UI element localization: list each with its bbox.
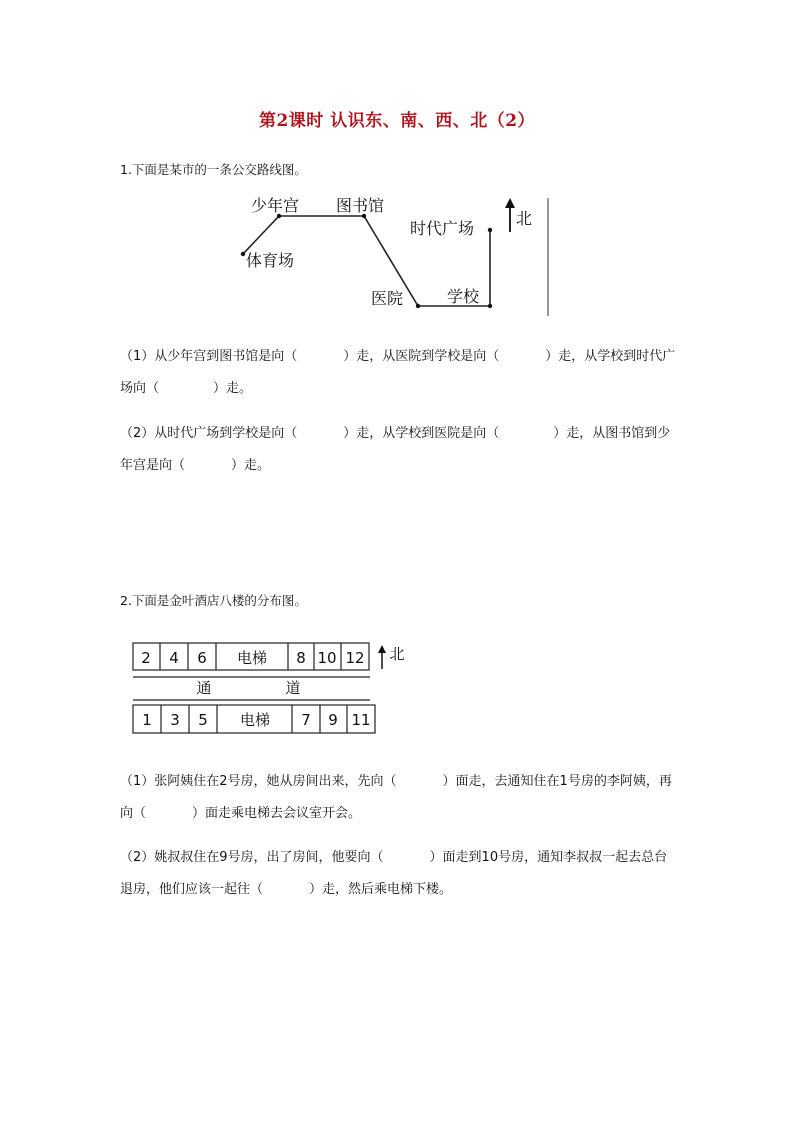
- room-number: 8: [296, 649, 306, 667]
- room-number: 6: [197, 649, 207, 667]
- room-number: 5: [198, 711, 208, 729]
- question-1-part-1: （1）从少年宫到图书馆是向（ ）走，从医院到学校是向（ ）走，从学校到时代广场向（ ）走。: [120, 349, 676, 396]
- room-number: 12: [345, 649, 365, 667]
- stop-label: 体育场: [246, 251, 295, 270]
- room-number: 3: [170, 711, 180, 729]
- stop-label: 时代广场: [410, 219, 475, 238]
- room-number: 4: [169, 649, 179, 667]
- question-1-heading: 1.下面是某市的一条公交路线图。: [120, 162, 307, 177]
- stop-label: 医院: [371, 289, 404, 308]
- elevator-label: 电梯: [239, 711, 271, 729]
- question-2-part-2: （2）姚叔叔住在9号房，出了房间，他要向（ ）面走到10号房，通知李叔叔一起去总台退房，他们应该一起往（ ）走，然后乘电梯下楼。: [120, 850, 668, 897]
- stop-label: 学校: [447, 287, 480, 306]
- stop-label: 少年宫: [251, 196, 300, 215]
- room-number: 7: [301, 711, 311, 729]
- corridor-label: 通: [196, 679, 212, 697]
- bus-route-map: [0, 0, 794, 330]
- question-2-part-1: （1）张阿姨住在2号房，她从房间出来，先向（ ）面走，去通知住在1号房的李阿姨，再向（ ）面走乘电梯去会议室开会。: [120, 774, 672, 821]
- question-1-part-2: （2）从时代广场到学校是向（ ）走，从学校到医院是向（ ）走，从图书馆到少年宫是向（ ）走。: [120, 426, 671, 473]
- elevator-label: 电梯: [236, 649, 268, 667]
- page-title: 第2课时 认识东、南、西、北（2）: [258, 111, 536, 131]
- stop-label: 图书馆: [336, 196, 385, 215]
- room-number: 2: [141, 649, 151, 667]
- north-label: 北: [516, 209, 533, 228]
- room-number: 9: [328, 711, 338, 729]
- room-number: 1: [142, 711, 152, 729]
- question-2-heading: 2.下面是金叶酒店八楼的分布图。: [120, 593, 307, 608]
- room-number: 10: [317, 649, 337, 667]
- north-arrow-head: [505, 198, 515, 208]
- corridor-label: 道: [285, 679, 301, 697]
- room-number: 11: [351, 711, 371, 729]
- north-label: 北: [389, 645, 405, 663]
